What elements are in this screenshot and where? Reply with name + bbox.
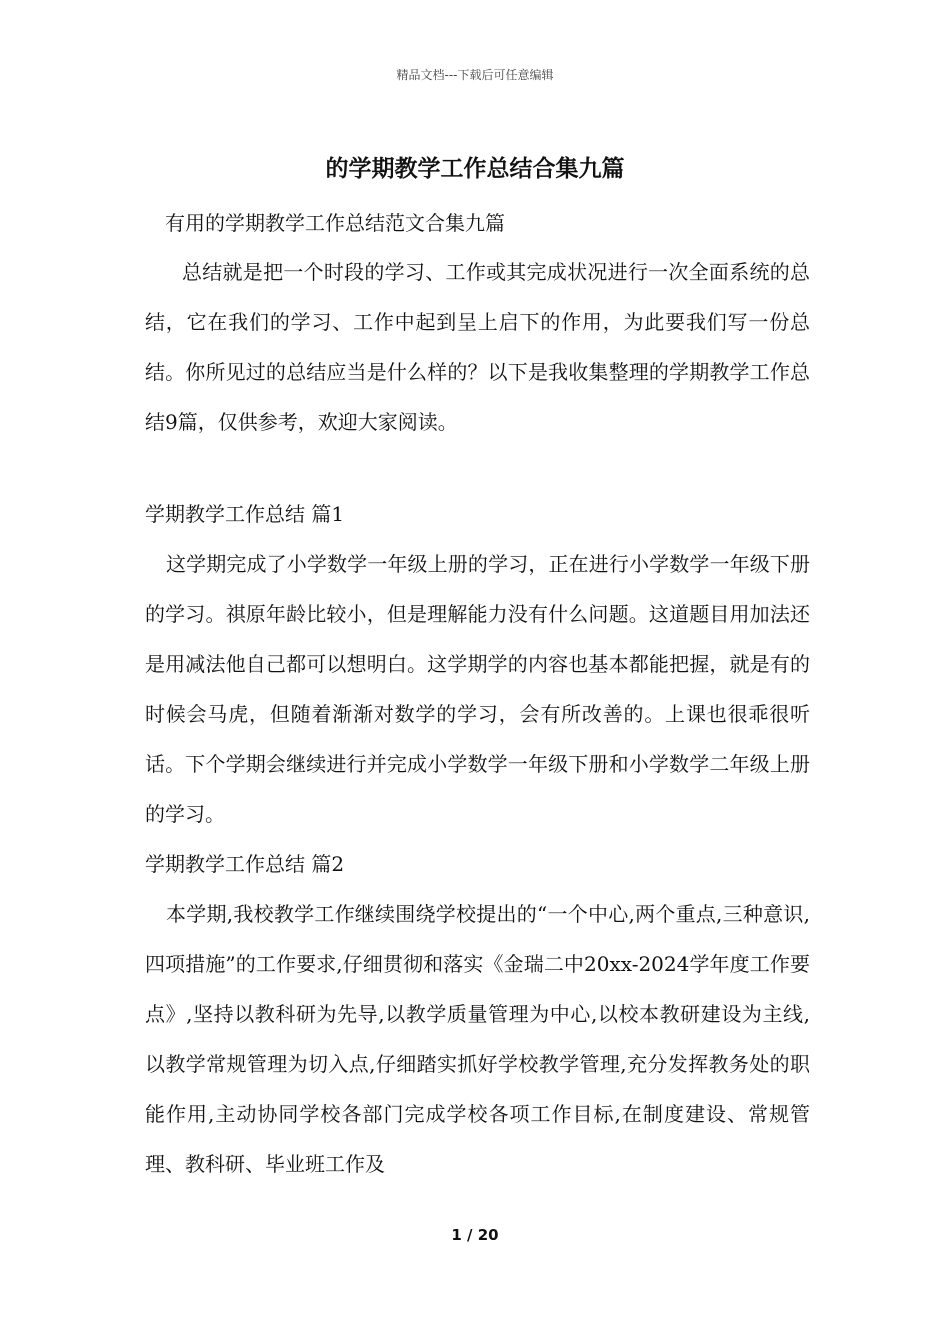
- section-gap: [145, 447, 810, 489]
- document-body: [145, 205, 810, 1189]
- document-subtitle: 有用的学期教学工作总结范文合集九篇: [165, 211, 505, 235]
- intro-paragraph: 总结就是把一个时段的学习、工作或其完成状况进行一次全面系统的总结，它在我们的学习、工作中起到呈上启下的作用，为此要我们写一份总结。你所见过的总结应当是什么样的？以下是我收集整理的学期教学工作总结9篇，仅供参考，欢迎大家阅读。: [145, 260, 810, 434]
- section-heading-2: 学期教学工作总结 篇2: [145, 852, 345, 876]
- section-heading-1: 学期教学工作总结 篇1: [145, 502, 345, 526]
- header-note: 精品文档---下载后可任意编辑: [396, 68, 554, 82]
- section-body-1: 这学期完成了小学数学一年级上册的学习，正在进行小学数学一年级下册的学习。祺原年龄比较小，但是理解能力没有什么问题。这道题目用加法还是用减法他自己都可以想明白。这学期学的内容也基本都能把握，就是有的时候会马虎，但随着渐渐对数学的学习，会有所改善的。上课也很乖很听话。下个学期会继续进行并完成小学数学一年级下册和小学数学二年级上册的学习。: [145, 552, 810, 826]
- document-title: 的学期教学工作总结合集九篇: [325, 156, 625, 182]
- page-number: 1 / 20: [451, 1226, 499, 1244]
- section-body-2: 本学期,我校教学工作继续围绕学校提出的“一个中心,两个重点,三种意识,四项措施”的工作要求,仔细贯彻和落实《金瑞二中20xx-2024学年度工作要点》,坚持以教科研为先导,以教学质量管理为中心,以校本教研建设为主线,以教学常规管理为切入点,仔细踏实抓好学校教学管理,充分发挥教务处的职能作用,主动协同学校各部门完成学校各项工作目标,在制度建设、常规管理、教科研、毕业班工作及: [145, 902, 810, 1176]
